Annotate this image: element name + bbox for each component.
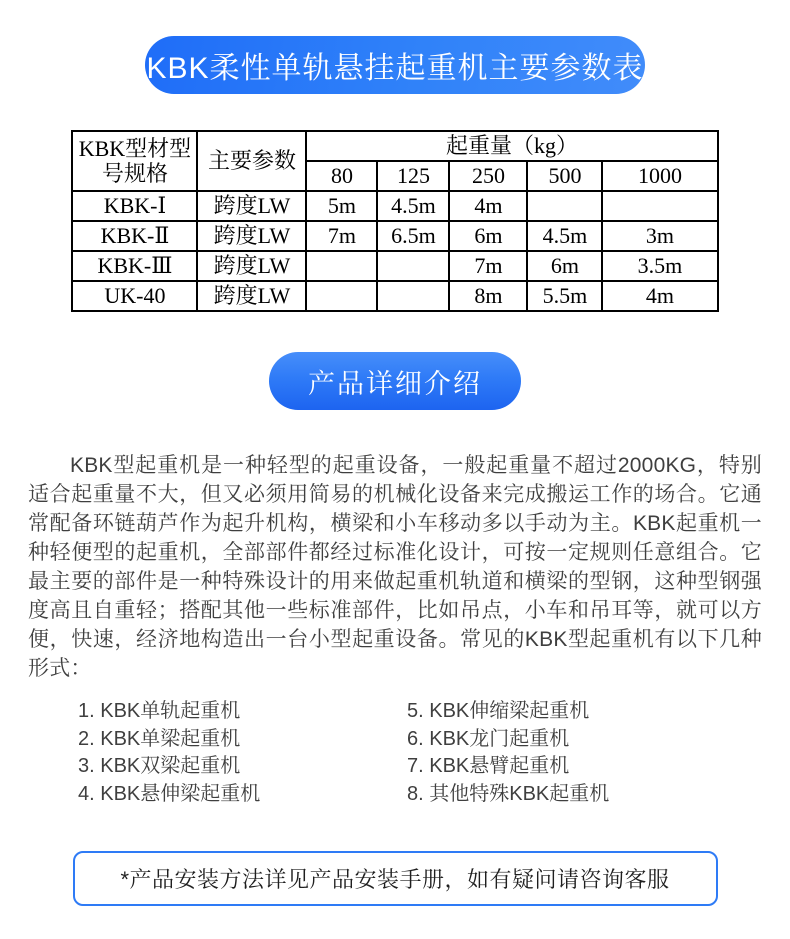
value-cell: 5.5m <box>527 281 602 311</box>
title-banner <box>145 36 645 94</box>
value-cell <box>377 251 449 281</box>
param-cell: 跨度LW <box>197 191 306 221</box>
value-cell <box>306 281 377 311</box>
crane-type-list-left <box>78 698 407 808</box>
param-cell: 跨度LW <box>197 281 306 311</box>
installation-note-box <box>73 851 718 906</box>
param-cell: 跨度LW <box>197 251 306 281</box>
parameters-table <box>71 130 718 312</box>
value-cell: 4m <box>602 281 717 311</box>
value-cell <box>306 251 377 281</box>
value-cell: 6.5m <box>377 221 449 251</box>
value-cell <box>602 191 717 221</box>
page-title: KBK柔性单轨悬挂起重机主要参数表 <box>146 52 644 85</box>
table-header-row-1 <box>72 131 717 161</box>
crane-type-item: 8. 其他特殊KBK起重机 <box>407 782 610 805</box>
value-cell: 7m <box>306 221 377 251</box>
capacity-group-header: 起重量（kg） <box>306 131 717 161</box>
crane-type-item: 5. KBK伸缩梁起重机 <box>407 700 590 722</box>
model-cell: KBK-Ⅲ <box>72 251 197 281</box>
table-row <box>72 281 717 311</box>
crane-type-item: 1. KBK单轨起重机 <box>78 700 241 722</box>
installation-note-text: *产品安装方法详见产品安装手册，如有疑问请咨询客服 <box>120 867 670 892</box>
crane-type-item: 4. KBK悬伸梁起重机 <box>78 782 261 805</box>
model-cell: KBK-Ⅱ <box>72 221 197 251</box>
crane-type-item: 3. KBK双梁起重机 <box>78 755 241 777</box>
value-cell: 6m <box>449 221 527 251</box>
value-cell: 6m <box>527 251 602 281</box>
intro-paragraph: KBK型起重机是一种轻型的起重设备，一般起重量不超过2000KG，特别适合起重量不大，但又必须用简易的机械化设备来完成搬运工作的场合。它通常配备环链葫芦作为起升机构，横梁和小车移动多以手动为主。KBK起重机一种轻便型的起重机，全部部件都经过标准化设计，可按一定规则任意组合。它最主要的部件是一种特殊设计的用来做起重机轨道和横梁的型钢，这种型钢强度高且自重轻；搭配其他一些标准部件，比如吊点，小车和吊耳等，就可以方便，快速，经济地构造出一台小型起重设备。常见的KBK型起重机有以下几种形式： <box>28 454 762 680</box>
capacity-column-header: 500 <box>527 161 602 191</box>
crane-type-item: 6. KBK龙门起重机 <box>407 727 570 750</box>
value-cell: 4m <box>449 191 527 221</box>
table-row <box>72 251 717 281</box>
capacity-column-header: 250 <box>449 161 527 191</box>
crane-type-item: 7. KBK悬臂起重机 <box>407 755 570 777</box>
value-cell: 4.5m <box>377 191 449 221</box>
section-header-product-intro <box>269 352 521 410</box>
model-cell: KBK-Ⅰ <box>72 191 197 221</box>
crane-type-lists <box>78 698 790 808</box>
model-column-header: KBK型材型号规格 <box>72 131 197 191</box>
value-cell: 4.5m <box>527 221 602 251</box>
product-detail-page <box>0 36 790 939</box>
value-cell <box>527 191 602 221</box>
table-row <box>72 221 717 251</box>
section-header-label: 产品详细介绍 <box>308 368 482 399</box>
value-cell: 8m <box>449 281 527 311</box>
capacity-column-header: 1000 <box>602 161 717 191</box>
value-cell: 7m <box>449 251 527 281</box>
capacity-column-header: 80 <box>306 161 377 191</box>
param-cell: 跨度LW <box>197 221 306 251</box>
crane-type-list-right <box>407 698 609 808</box>
capacity-column-header: 125 <box>377 161 449 191</box>
value-cell: 3m <box>602 221 717 251</box>
value-cell <box>377 281 449 311</box>
table-row <box>72 191 717 221</box>
crane-type-item: 2. KBK单梁起重机 <box>78 727 241 750</box>
value-cell: 5m <box>306 191 377 221</box>
param-column-header: 主要参数 <box>197 131 306 191</box>
value-cell: 3.5m <box>602 251 717 281</box>
model-cell: UK-40 <box>72 281 197 311</box>
